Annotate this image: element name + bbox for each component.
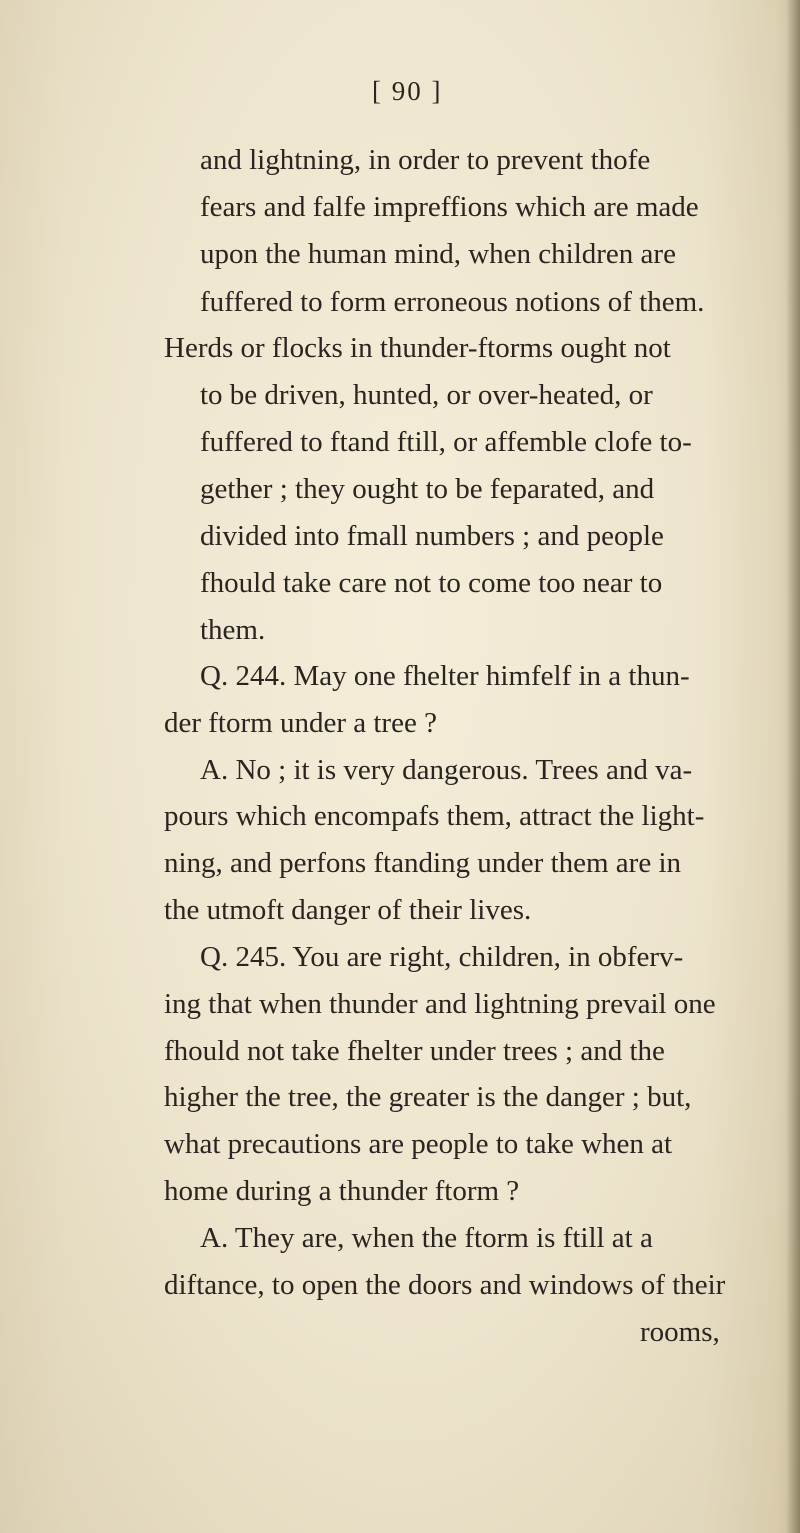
page-edge-shadow (786, 0, 800, 1533)
text-line: ing that when thunder and lightning prevail one (164, 988, 716, 1020)
text-line: higher the tree, the greater is the danger ; but, (164, 1081, 692, 1113)
text-line: home during a thunder ftorm ? (164, 1175, 520, 1207)
text-line: divided into fmall numbers ; and people (200, 520, 664, 552)
text-line: ning, and perfons ftanding under them are in (164, 847, 682, 879)
text-line: to be driven, hunted, or over-heated, or (200, 379, 653, 411)
catchword: rooms, (640, 1316, 720, 1348)
page-number-header: [ 90 ] (372, 76, 443, 106)
text-line: upon the human mind, when children are (200, 238, 676, 270)
question-line: Q. 245. You are right, children, in obferv- (200, 941, 684, 973)
text-line: fuffered to ftand ftill, or affemble clofe to- (200, 426, 692, 458)
answer-line: A. They are, when the ftorm is ftill at a (200, 1222, 653, 1254)
text-line: fuffered to form erroneous notions of them. (200, 286, 705, 318)
text-line: them. (200, 614, 266, 646)
text-line: fhould take care not to come too near to (200, 567, 663, 599)
text-line: gether ; they ought to be feparated, and (200, 473, 655, 505)
text-line: pours which encompafs them, attract the light- (164, 800, 705, 832)
answer-line: A. No ; it is very dangerous. Trees and va- (200, 754, 693, 786)
text-line: fears and falfe impreffions which are made (200, 191, 699, 223)
text-line: der ftorm under a tree ? (164, 707, 437, 739)
question-line: Q. 244. May one fhelter himfelf in a thun- (200, 660, 690, 692)
text-line: what precautions are people to take when at (164, 1128, 673, 1160)
text-line: and lightning, in order to prevent thofe (200, 144, 651, 176)
text-line: the utmoft danger of their lives. (164, 894, 532, 926)
text-line: fhould not take fhelter under trees ; and the (164, 1035, 665, 1067)
text-line: Herds or flocks in thunder-ftorms ought not (164, 332, 671, 364)
text-line: diftance, to open the doors and windows of their (164, 1269, 726, 1301)
